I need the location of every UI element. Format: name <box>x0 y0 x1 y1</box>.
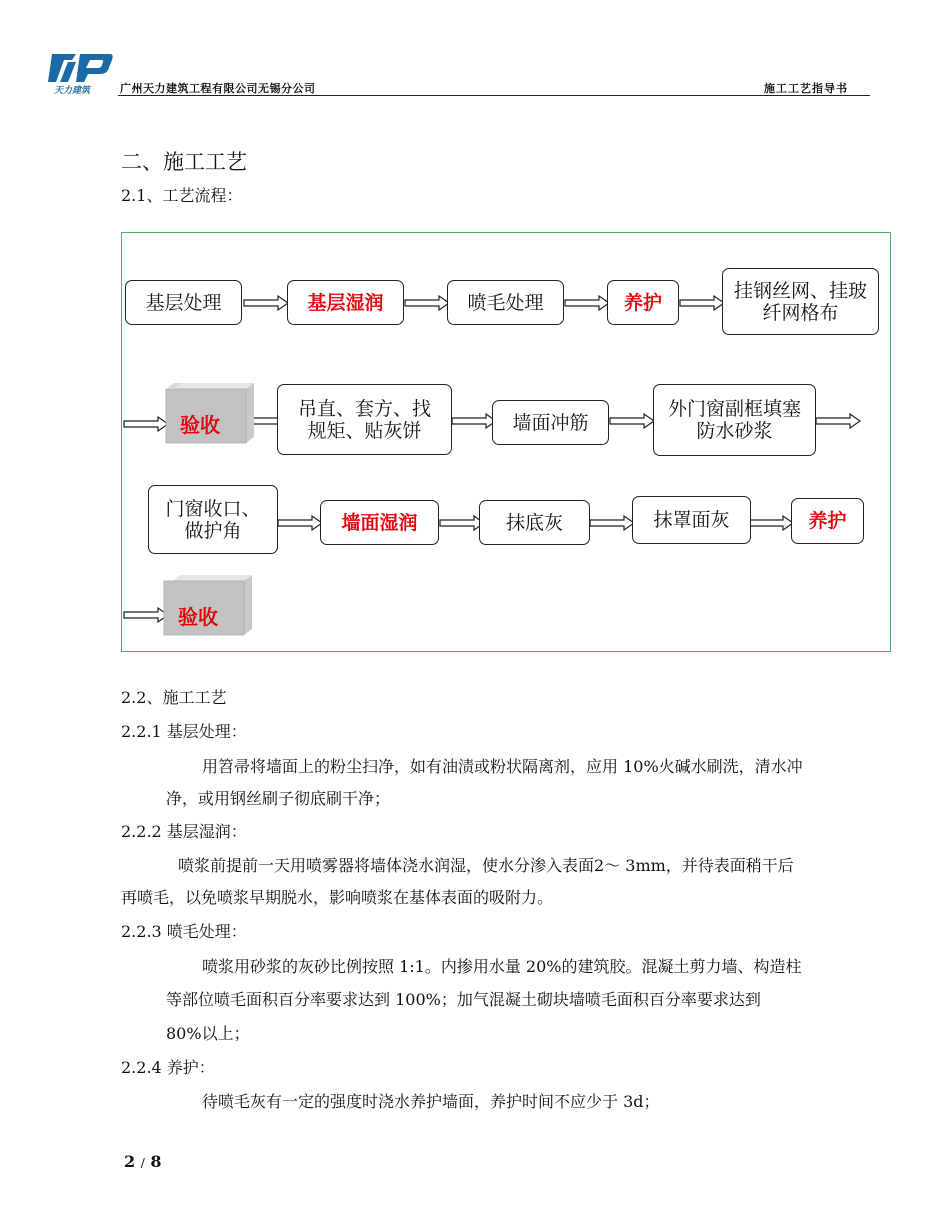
flow-step: 墙面冲筋 <box>492 400 609 445</box>
header-company: 广州天力建筑工程有限公司无锡分公司 <box>120 82 316 95</box>
page-number: 2 / 8 <box>124 1152 162 1171</box>
logo-text: 天力建筑 <box>54 86 91 96</box>
flow-arrow <box>278 516 322 530</box>
paragraph-line: 喷浆前提前一天用喷雾器将墙体浇水润湿，使水分渗入表面2～ 3mm，并待表面稍干后 <box>178 856 794 875</box>
flow-arrow <box>816 414 860 428</box>
flow-step: 外门窗副框填塞防水砂浆 <box>653 384 816 456</box>
subheading-2-2-4: 2.2.4 养护： <box>121 1058 215 1077</box>
paragraph-line: 净，或用钢丝刷子彻底刷干净； <box>166 789 391 808</box>
paragraph-line: 喷浆用砂浆的灰砂比例按照 1:1。内掺用水量 20%的建筑胶。混凝土剪力墙、构造柱 <box>202 957 802 976</box>
paragraph-line: 待喷毛灰有一定的强度时浇水养护墙面，养护时间不应少于 3d； <box>202 1092 660 1111</box>
subheading-2-2-2: 2.2.2 基层湿润： <box>121 822 247 841</box>
header-divider <box>118 95 870 96</box>
paragraph-line: 用笤帚将墙面上的粉尘扫净，如有油渍或粉状隔离剂，应用 10%火碱水刷洗，清水冲 <box>202 757 803 776</box>
accept-label: 验收 <box>178 605 218 629</box>
flow-step: 门窗收口、做护角 <box>148 485 278 554</box>
page-current: 2 <box>124 1152 136 1171</box>
subheading-2-2: 2.2、施工工艺 <box>121 688 227 707</box>
subheading-2-2-3: 2.2.3 喷毛处理： <box>121 922 247 941</box>
paragraph-line: 再喷毛，以免喷浆早期脱水，影响喷浆在基体表面的吸附力。 <box>121 888 554 907</box>
flow-arrow <box>405 296 449 310</box>
section-title: 二、施工工艺 <box>121 150 247 174</box>
flow-step: 挂钢丝网、挂玻纤网格布 <box>722 268 879 335</box>
flow-step: 喷毛处理 <box>447 280 564 325</box>
flow-arrow <box>124 608 168 622</box>
flow-step: 抹底灰 <box>479 500 590 545</box>
flow-step-highlight: 养护 <box>607 280 679 325</box>
flow-step: 吊直、套方、找规矩、贴灰饼 <box>277 384 452 455</box>
page-total: 8 <box>150 1152 162 1171</box>
flow-heading: 2.1、工艺流程： <box>121 186 243 205</box>
paragraph-line: 等部位喷毛面积百分率要求达到 100%；加气混凝土砌块墙喷毛面积百分率要求达到 <box>166 990 761 1009</box>
flow-arrow <box>124 417 168 431</box>
flow-arrow <box>565 296 609 310</box>
flow-arrow <box>610 414 654 428</box>
flow-step-highlight: 养护 <box>791 498 864 544</box>
flow-step: 基层处理 <box>125 280 242 325</box>
flow-arrow <box>244 296 288 310</box>
paragraph-line: 80%以上； <box>166 1024 250 1043</box>
flow-arrow <box>749 516 793 530</box>
header-doc-type: 施工工艺指导书 <box>764 82 848 95</box>
flow-arrow <box>680 296 724 310</box>
flow-step-highlight: 基层湿润 <box>287 280 404 325</box>
accept-label: 验收 <box>180 413 220 437</box>
flow-step-highlight: 墙面湿润 <box>320 500 439 545</box>
flow-arrow <box>452 414 496 428</box>
process-flowchart <box>121 232 891 652</box>
flow-step: 抹罩面灰 <box>632 496 751 544</box>
subheading-2-2-1: 2.2.1 基层处理： <box>121 722 247 741</box>
company-logo <box>46 52 114 96</box>
flow-arrow <box>440 516 484 530</box>
flow-arrow <box>590 516 634 530</box>
